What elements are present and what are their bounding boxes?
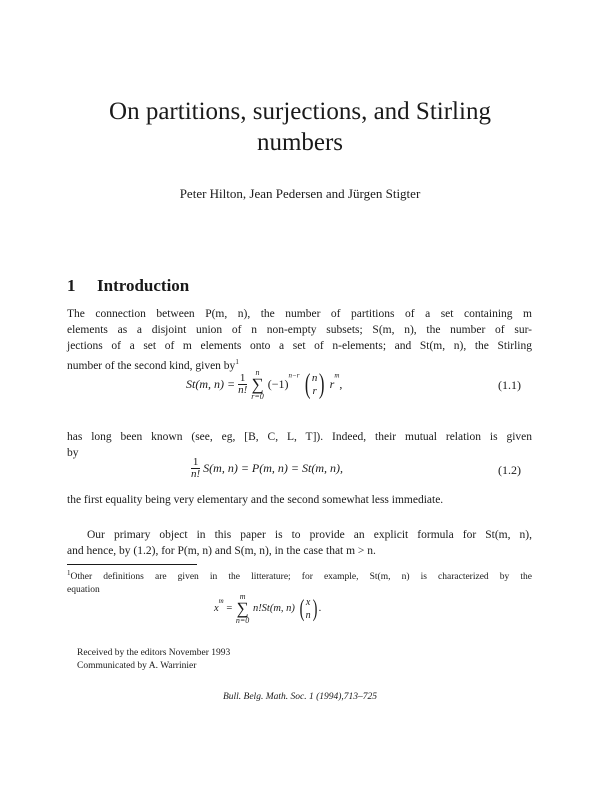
eq1-exponent: n−r [288, 371, 300, 380]
eq1-fraction: $\frac{1}{n!}$ [238, 372, 248, 396]
footnote-equation: $x^m$ = m ∑ n=0 n!St(m, n) ( x n ) . [214, 592, 322, 625]
objective-paragraph [67, 527, 532, 559]
after-eq2-line: the first equality being very elementary and the second somewhat less immediate. [67, 494, 444, 506]
journal-citation: Bull. Belg. Math. Soc. 1 (1994),713–725 [222, 692, 378, 702]
footnote-line-2: equation [67, 585, 100, 596]
equation-1-1: St(m, n) = $\frac{1}{n!}$ n ∑ r=0 $(-1)^{n-r}$ ( n r ) $r^m$, [186, 368, 343, 401]
authors: Peter Hilton, Jean Pedersen and Jürgen Stigter [179, 186, 421, 201]
object-line-1: Our primary object in this paper is to provide an explicit formula for St(m, n), [87, 529, 532, 541]
eq3-sum: m ∑ n=0 [235, 592, 250, 625]
received-note: Received by the editors November 1993 [77, 648, 231, 658]
mid-line-2: by [67, 447, 79, 459]
footnote-marker: 1 [235, 358, 239, 366]
eq1-sum: n ∑ r=0 [251, 368, 264, 401]
section-number: 1 [67, 276, 76, 295]
section-heading [67, 276, 189, 296]
intro-line-4: number of the second kind, given $by^1$ [67, 358, 239, 372]
eq2-body: S(m, n) = P(m, n) = St(m, n), [203, 461, 344, 475]
communicated-note: Communicated by A. Warrinier [77, 661, 197, 671]
eq1-binomial: ( n r ) [304, 368, 325, 400]
intro-line-3: jections of a set of m elements onto a set of n-elements; and St(m, n), the Stirling [67, 340, 532, 352]
title-line-1: On partitions, surjections, and Stirling [109, 98, 491, 125]
object-line-2: and hence, by (1.2), for P(m, n) and S(m, n), in the case that m > n. [67, 545, 376, 557]
intro-line-1: The connection between P(m, n), the number of partitions of a set containing m [67, 308, 532, 320]
footnote-line-1: $^1$Other definitions are given in the litterature; for example, St(m, n) is characterized by the [67, 569, 532, 583]
eq1-term: (−1) [267, 377, 289, 391]
eq2-number: (1.2) [498, 463, 521, 477]
mid-line-1: has long been known (see, eg, [B, C, L, T]). Indeed, their mutual relation is given [67, 431, 532, 443]
intro-paragraph [67, 306, 532, 374]
eq3-binomial: ( x n ) [299, 595, 317, 622]
eq1-number: (1.1) [498, 378, 521, 392]
after-eq2-paragraph [67, 492, 532, 508]
equation-1-2 [191, 457, 343, 480]
title-line-2: numbers [256, 129, 344, 156]
eq1-lhs: St(m, n) = [186, 377, 236, 391]
section-title: Introduction [97, 276, 190, 295]
paper-title [0, 96, 600, 158]
eq2-fraction: $\frac{1}{n!}$ [191, 456, 201, 480]
intro-line-2: elements as a disjoint union of n non-empty subsets; S(m, n), the number of sur- [67, 324, 532, 336]
footnote-rule [67, 564, 197, 565]
